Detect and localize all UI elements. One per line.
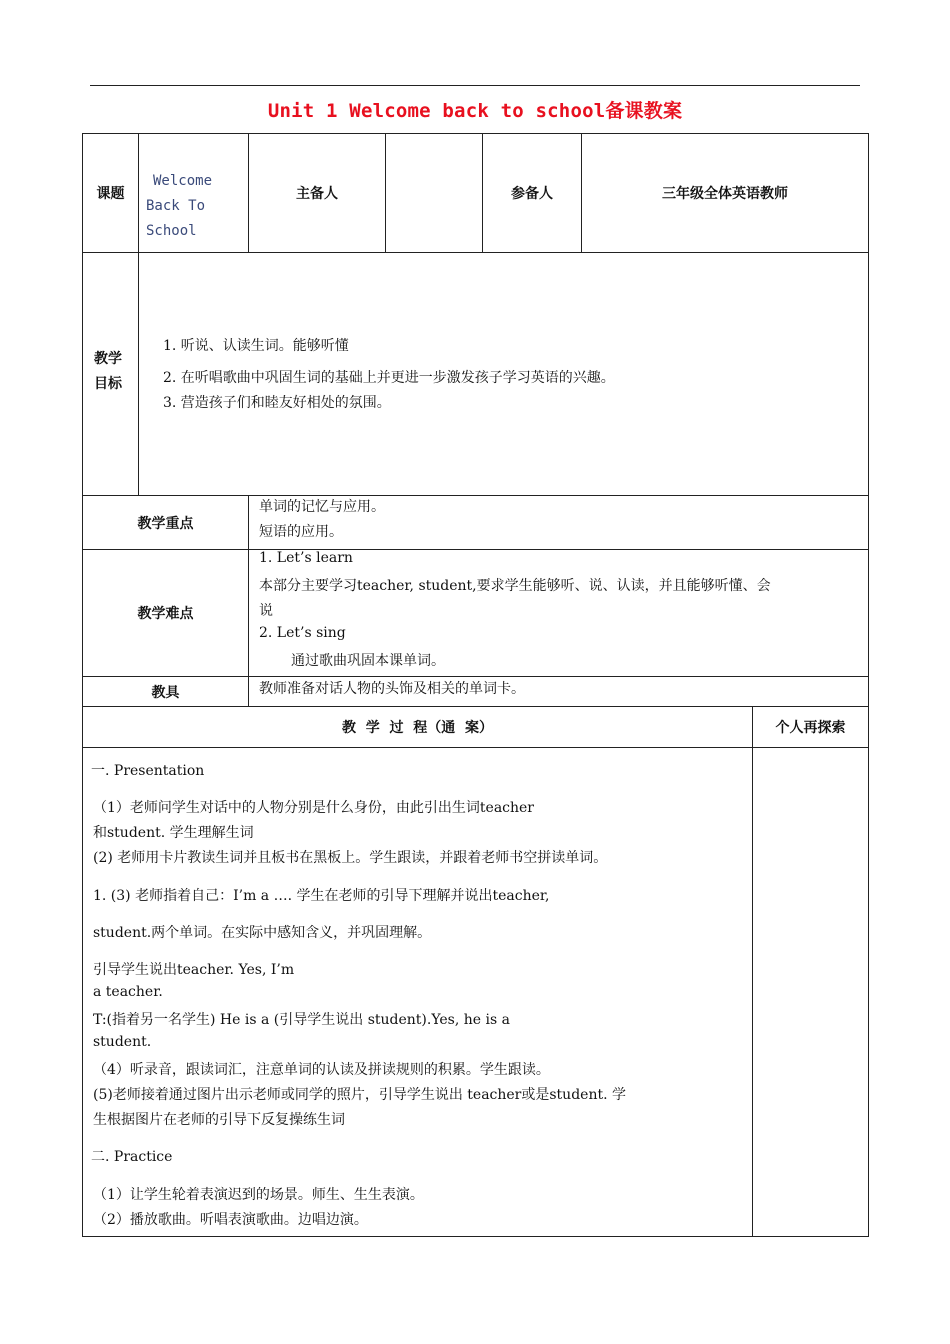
process-line-5: 1. (3) 老师指着自己：I’m a …. 学生在老师的引导下理解并说出teacher, <box>93 888 550 904</box>
process-header-text: 教 学 过 程（通 案） <box>342 720 493 736</box>
difficulties-content <box>248 549 869 677</box>
difficulty-line-3: 说 <box>259 603 273 619</box>
tools-value: 教师准备对话人物的头饰及相关的单词卡。 <box>259 681 525 697</box>
process-line-9: T:(指着另一名学生) He is a (引导学生说出 student).Yes, he is a <box>93 1012 510 1028</box>
participants-label <box>482 133 582 253</box>
page-title: Unit 1 Welcome back to school备课教案 <box>267 100 683 122</box>
process-line-7: 引导学生说出teacher. Yes, I’m <box>93 962 295 978</box>
objective-item-2: 2. 在听唱歌曲中巩固生词的基础上并更进一步激发孩子学习英语的兴趣。 <box>163 370 615 386</box>
process-line-13: 生根据图片在老师的引导下反复操练生词 <box>93 1112 345 1128</box>
key-points-content <box>248 495 869 550</box>
participants-value <box>581 133 869 253</box>
topic-line-3: School <box>146 223 197 239</box>
side-header <box>752 706 869 748</box>
topic-label <box>82 133 139 253</box>
process-header <box>82 706 753 748</box>
topic-line-1: Welcome <box>153 173 213 189</box>
process-line-4: (2) 老师用卡片教读生词并且板书在黑板上。学生跟读，并跟着老师书空拼读单词。 <box>93 850 608 866</box>
lead-label-text: 主备人 <box>296 186 338 202</box>
process-line-15: （1）让学生轮着表演迟到的场景。师生、生生表演。 <box>93 1187 424 1203</box>
process-line-1: 一. Presentation <box>91 763 205 779</box>
process-line-3: 和student. 学生理解生词 <box>93 825 254 841</box>
side-header-text: 个人再探索 <box>775 720 846 736</box>
participants-label-text: 参备人 <box>511 186 553 202</box>
process-line-12: (5)老师接着通过图片出示老师或同学的照片，引导学生说出 teacher或是student. 学 <box>93 1087 626 1103</box>
header-rule <box>90 85 860 86</box>
difficulty-line-5: 通过歌曲巩固本课单词。 <box>291 653 445 669</box>
difficulty-line-2: 本部分主要学习teacher, student,要求学生能够听、说、认读，并且能够听懂、会 <box>259 578 771 594</box>
topic-value <box>138 133 249 253</box>
key-points-label-text: 教学重点 <box>137 515 194 532</box>
process-line-2: （1）老师问学生对话中的人物分别是什么身份，由此引出生词teacher <box>93 800 534 816</box>
difficulties-label-text: 教学难点 <box>137 606 194 622</box>
topic-label-text: 课题 <box>96 186 125 202</box>
process-line-10: student. <box>93 1034 152 1050</box>
topic-line-2: Back To <box>146 198 206 214</box>
process-line-14: 二. Practice <box>91 1149 173 1165</box>
key-point-1: 单词的记忆与应用。 <box>259 499 385 515</box>
process-line-16: （2）播放歌曲。听唱表演歌曲。边唱边演。 <box>93 1212 368 1228</box>
process-line-11: （4）听录音，跟读词汇，注意单词的认读及拼读规则的积累。学生跟读。 <box>93 1062 550 1078</box>
process-line-6: student.两个单词。在实际中感知含义，并巩固理解。 <box>93 925 432 941</box>
tools-label-text: 教具 <box>151 684 180 701</box>
objective-item-1: 1. 听说、认读生词。能够听懂 <box>163 338 349 354</box>
side-content <box>752 747 869 1237</box>
participants-value-text: 三年级全体英语教师 <box>662 186 788 202</box>
process-content <box>82 747 753 1237</box>
lead-value <box>385 133 483 253</box>
tools-content <box>248 676 869 707</box>
key-point-2: 短语的应用。 <box>259 524 343 540</box>
objectives-label-line-1: 教学 <box>94 351 122 367</box>
key-points-label <box>82 495 249 550</box>
process-line-8: a teacher. <box>93 984 163 1000</box>
difficulties-label <box>82 549 249 677</box>
tools-label <box>82 676 249 707</box>
lead-label <box>248 133 386 253</box>
objectives-label <box>82 252 139 496</box>
difficulty-line-1: 1. Let’s learn <box>259 550 353 566</box>
objective-item-3: 3. 营造孩子们和睦友好相处的氛围。 <box>163 395 391 411</box>
objectives-content <box>138 252 869 496</box>
difficulty-line-4: 2. Let’s sing <box>259 625 346 641</box>
objectives-label-line-2: 目标 <box>94 376 122 392</box>
